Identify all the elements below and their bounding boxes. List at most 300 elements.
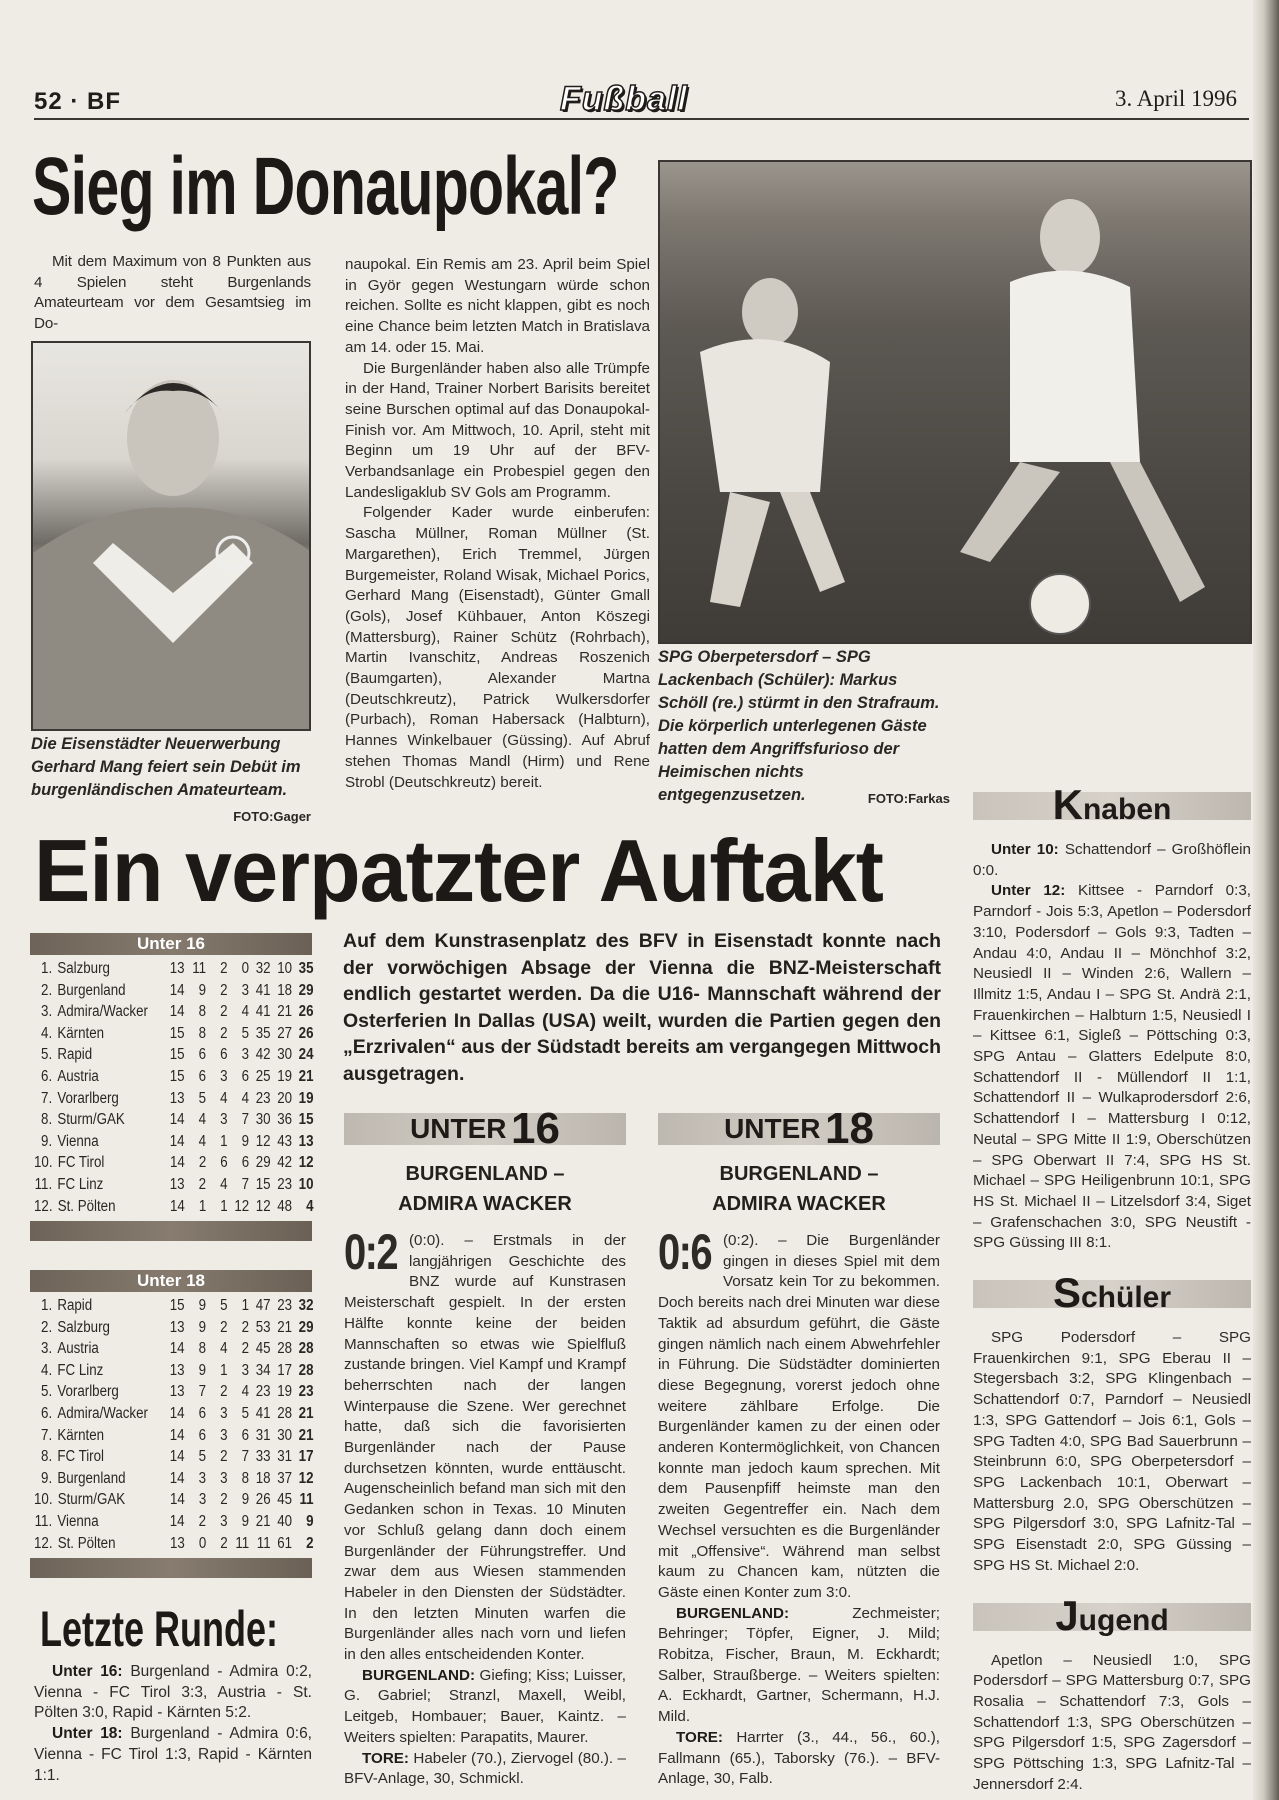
intro-paragraph: Mit dem Maximum von 8 Punkten aus 4 Spielen steht Burgenlands Amateurteam vor dem Gesamtsieg im Do- [34, 253, 311, 333]
goals-against-cell: 21 [277, 1318, 293, 1336]
goals-against-cell: 28 [277, 1404, 293, 1422]
rank-cell: 11. [34, 1512, 53, 1530]
played-cell: 13 [169, 1175, 185, 1193]
lost-cell: 2 [241, 1318, 250, 1336]
standings-row [34, 1174, 314, 1196]
goals-label: TORE: [362, 1749, 409, 1767]
lineup-label: BURGENLAND: [362, 1666, 476, 1684]
u18-lineup [658, 1604, 940, 1728]
rank-cell: 6. [41, 1404, 53, 1422]
standings-title: Unter 16 [30, 933, 312, 955]
headline-donaupokal: Sieg im Donaupokal? [32, 141, 619, 232]
points-cell: 17 [298, 1448, 314, 1466]
drawn-cell: 3 [220, 1512, 228, 1530]
team-cell: FC Tirol [57, 1154, 105, 1172]
rank-cell: 12. [34, 1197, 53, 1215]
team-cell: Vienna [57, 1132, 99, 1150]
report-text: (0:2). – Die Burgenländer gingen in dieses Spiel mit dem Vorsatz kein Tor zu bekommen. Doch bereits nach drei Minuten war diese Taktik ad absurdum geführt, die Gäste gingen nämlich nach einem Abwehrfehler in Führung. Die Südstädter dominierten diese Begegnung, vorerst jedoch ohne weitere zählbare Erfolge. Die Burgenländer kamen zu der einen oder anderen Kontermöglichkeit, von Chancen konnte man jedoch kaum sprechen. Mit dem Pausenpfiff heimste man den zweiten Gegentreffer ein. Nach dem Wechsel versuchten es die Burgenländer mit „Offensive“. Während man selbst kaum zu Chancen kam, nützten die Gäste einen Konter zum 3:0. [658, 1232, 940, 1601]
team-cell: Sturm/GAK [57, 1111, 125, 1129]
points-cell: 21 [298, 1067, 314, 1085]
u18-banner [658, 1104, 940, 1153]
portrait-photo-credit: FOTO:Gager [233, 808, 311, 824]
points-cell: 9 [306, 1512, 314, 1530]
jugend-text: Apetlon – Neusiedl 1:0, SPG Podersdorf – SPG Mattersburg 0:7, SPG Rosalia – Schattendorf 7:3, Gols – Schattendorf 1:3, SPG Oberschützen – SPG Pilgersdorf 1:5, SPG Zagersdorf – SPG Pöttsching 1:3, SPG Lafnitz-Tal – Jennersdorf 2:4. [973, 1651, 1251, 1793]
goals-for-cell: 26 [255, 1491, 271, 1509]
team-cell: Vienna [57, 1512, 99, 1530]
goals-text: Habeler (70.), Ziervogel (80.). – BFV-Anlage, 30, Schmickl. [344, 1749, 626, 1788]
drawn-cell: 3 [220, 1469, 228, 1487]
player-portrait-photo [31, 341, 311, 731]
drawn-cell: 4 [220, 1340, 228, 1358]
u18-match-title [658, 1159, 940, 1219]
lost-cell: 4 [241, 1003, 250, 1021]
standings-unter16 [30, 933, 312, 1241]
points-cell: 4 [306, 1197, 314, 1215]
goals-for-cell: 42 [255, 1046, 271, 1064]
points-cell: 24 [298, 1046, 314, 1064]
item-label: Unter 12: [991, 882, 1066, 900]
match-action-photo [658, 160, 1252, 644]
jugend-heading [973, 1591, 1251, 1639]
table-divider-bar [30, 1221, 312, 1241]
match-photo-caption-text: SPG Oberpetersdorf – SPG Lackenbach (Schüler): Markus Schöll (re.) stürmt in den Strafraum. Die körperlich unterlegenen Gäste hatten dem Angriffsfurioso der Heimischen nichts entgegenzusetzen. [658, 648, 940, 804]
goals-against-cell: 40 [277, 1512, 293, 1530]
lost-cell: 11 [235, 1534, 250, 1552]
lost-cell: 3 [241, 981, 250, 999]
won-cell: 9 [198, 1318, 207, 1336]
standings-row [34, 1001, 314, 1023]
played-cell: 14 [169, 1111, 185, 1129]
standings-row [34, 1403, 314, 1425]
played-cell: 14 [169, 1426, 185, 1444]
standings-row [34, 1066, 314, 1088]
goals-against-cell: 30 [277, 1426, 293, 1444]
goals-against-cell: 37 [277, 1469, 293, 1487]
standings-row [34, 1338, 314, 1360]
rank-cell: 4. [41, 1361, 53, 1379]
goals-against-cell: 28 [277, 1340, 293, 1358]
rank-cell: 11. [34, 1175, 53, 1193]
standings-row [34, 1088, 314, 1110]
banner-word: UNTER [724, 1113, 821, 1144]
goals-for-cell: 33 [255, 1448, 271, 1466]
lost-cell: 0 [241, 960, 250, 977]
rank-cell: 6. [41, 1067, 53, 1085]
lost-cell: 7 [241, 1111, 250, 1129]
item-text: Burgenland - Admira 0:2, Vienna - FC Tirol 3:3, Austria - St. Pölten 3:0, Rapid - Kärnten 5:2. [34, 1663, 312, 1722]
portrait-caption [31, 733, 311, 828]
rank-cell: 7. [41, 1089, 53, 1107]
drawn-cell: 4 [220, 1089, 228, 1107]
goals-for-cell: 23 [255, 1089, 271, 1107]
played-cell: 14 [169, 1512, 185, 1530]
drawn-cell: 5 [220, 1297, 228, 1314]
played-cell: 13 [169, 1318, 185, 1336]
goals-for-cell: 21 [255, 1512, 271, 1530]
lost-cell: 7 [241, 1175, 250, 1193]
team-cell: Burgenland [57, 1469, 126, 1487]
knaben-heading [973, 781, 1251, 828]
article2-lead: Auf dem Kunstrasenplatz des BFV in Eisenstadt konnte nach der vorwöchigen Absage der Vienna die BNZ-Meisterschaft endlich gestartet werden. Da die U16- Mannschaft während der Osterferien In Dallas (USA) weilt, wurden die Partien gegen den „Erzrivalen“ aus der Südstadt bereits am vergangegen Mittwoch ausgetragen. [343, 930, 941, 1085]
away-team: ADMIRA WACKER [712, 1193, 886, 1215]
rank-cell: 1. [41, 1297, 53, 1314]
drawn-cell: 2 [220, 1534, 228, 1552]
points-cell: 26 [298, 1024, 314, 1042]
won-cell: 9 [198, 1361, 207, 1379]
u16-match-column [344, 1104, 626, 1790]
lost-cell: 9 [241, 1132, 250, 1150]
won-cell: 8 [198, 1024, 207, 1042]
u16-goals [344, 1749, 626, 1790]
played-cell: 13 [169, 1089, 185, 1107]
rank-cell: 3. [41, 1340, 53, 1358]
team-cell: Kärnten [57, 1426, 105, 1444]
article1-paragraph: naupokal. Ein Remis am 23. April beim Spiel in Györ gegen Westungarn würde schon reichen. Sollte es nicht klappen, gibt es noch eine Chance beim letzten Match in Bratislava am 14. oder 15. Mai. [345, 256, 650, 356]
goals-against-cell: 48 [277, 1197, 293, 1215]
banner-number: 18 [824, 1104, 874, 1153]
item-label: Unter 10: [991, 841, 1059, 858]
rank-cell: 1. [41, 960, 53, 977]
drawn-cell: 1 [220, 1361, 228, 1379]
team-cell: Admira/Wacker [57, 1003, 148, 1021]
article1-first-column [31, 252, 311, 828]
rank-cell: 2. [41, 981, 53, 999]
lost-cell: 9 [241, 1491, 250, 1509]
letzte-runde-heading: Letzte Runde: [40, 1601, 278, 1657]
played-cell: 14 [169, 981, 185, 999]
rank-cell: 5. [41, 1046, 53, 1064]
jugend-results [973, 1651, 1251, 1796]
goals-for-cell: 32 [255, 960, 271, 977]
goals-for-cell: 12 [255, 1132, 271, 1150]
lineup-label: BURGENLAND: [676, 1604, 790, 1622]
goals-against-cell: 42 [277, 1154, 293, 1172]
home-team: BURGENLAND – [719, 1163, 879, 1185]
won-cell: 6 [198, 1426, 207, 1444]
item-label: Unter 18: [52, 1725, 123, 1743]
played-cell: 15 [169, 1024, 185, 1042]
goals-label: TORE: [676, 1728, 723, 1746]
goals-for-cell: 47 [255, 1297, 271, 1314]
won-cell: 6 [198, 1404, 207, 1422]
lost-cell: 5 [241, 1404, 250, 1422]
heading-rest: naben [1082, 793, 1172, 826]
goals-for-cell: 41 [255, 981, 271, 999]
played-cell: 14 [169, 1491, 185, 1509]
lost-cell: 1 [241, 1297, 250, 1314]
rank-cell: 12. [34, 1534, 53, 1552]
standings-row [34, 1425, 314, 1447]
standings-row [34, 1468, 314, 1490]
goals-for-cell: 45 [255, 1340, 271, 1358]
played-cell: 13 [169, 960, 185, 977]
u18-report [658, 1224, 940, 1790]
item-text: Burgenland - Admira 0:6, Vienna - FC Tirol 1:3, Rapid - Kärnten 1:1. [34, 1725, 312, 1784]
home-team: BURGENLAND – [405, 1163, 565, 1185]
points-cell: 21 [298, 1404, 314, 1422]
points-cell: 12 [298, 1469, 314, 1487]
played-cell: 14 [169, 1003, 185, 1021]
lost-cell: 9 [241, 1512, 250, 1530]
goals-against-cell: 19 [277, 1383, 293, 1401]
match-action-illustration [660, 162, 1252, 644]
team-cell: Austria [57, 1067, 99, 1085]
lost-cell: 2 [241, 1340, 250, 1358]
drawn-cell: 2 [220, 1383, 228, 1401]
drawn-cell: 1 [220, 1197, 228, 1215]
played-cell: 14 [169, 1404, 185, 1422]
drawn-cell: 2 [220, 981, 228, 999]
team-cell: Vorarlberg [57, 1383, 119, 1401]
article1-intro [34, 252, 311, 335]
points-cell: 2 [306, 1534, 314, 1552]
played-cell: 13 [169, 1534, 185, 1552]
u16-score: 0:2 [344, 1224, 398, 1280]
standings-row [34, 1317, 314, 1339]
lineup-text: Giefing; Kiss; Luisser, G. Gabriel; Stranzl, Maxell, Weibl, Leitgeb, Hombauer; Bauer, Kaintz. – Weiters spielten: Parapatits, Maurer. [344, 1666, 626, 1746]
goals-for-cell: 18 [255, 1469, 271, 1487]
points-cell: 29 [298, 981, 314, 999]
heading-rest: ugend [1078, 1603, 1169, 1637]
table-divider-bar [30, 1558, 312, 1578]
knaben-item [973, 840, 1251, 881]
won-cell: 7 [198, 1383, 207, 1401]
team-cell: Kärnten [57, 1024, 105, 1042]
won-cell: 2 [198, 1175, 207, 1193]
lost-cell: 6 [241, 1154, 250, 1172]
won-cell: 4 [198, 1132, 207, 1150]
points-cell: 35 [298, 960, 314, 977]
points-cell: 32 [298, 1297, 314, 1314]
drawn-cell: 2 [220, 1448, 228, 1466]
played-cell: 15 [169, 1297, 185, 1314]
standings-row [34, 1489, 314, 1511]
standings-row [34, 1196, 314, 1218]
played-cell: 14 [169, 1197, 185, 1215]
issue-date: 3. April 1996 [1114, 86, 1237, 111]
drawn-cell: 3 [220, 1426, 228, 1444]
header-rule [34, 118, 1249, 120]
team-cell: Burgenland [57, 981, 126, 999]
won-cell: 0 [198, 1534, 207, 1552]
standings-title: Unter 18 [30, 1270, 312, 1292]
goals-for-cell: 23 [255, 1383, 271, 1401]
goals-for-cell: 31 [255, 1426, 271, 1444]
won-cell: 3 [198, 1469, 207, 1487]
rank-cell: 10. [34, 1491, 53, 1509]
points-cell: 26 [298, 1003, 314, 1021]
won-cell: 11 [192, 960, 207, 977]
banner-word: UNTER [410, 1113, 507, 1144]
goals-for-cell: 12 [255, 1197, 271, 1215]
played-cell: 13 [169, 1361, 185, 1379]
u18-match-column [658, 1104, 940, 1790]
team-cell: Admira/Wacker [57, 1404, 148, 1422]
item-label: Unter 16: [52, 1663, 123, 1680]
points-cell: 19 [298, 1089, 314, 1107]
u18-score: 0:6 [658, 1224, 712, 1280]
won-cell: 5 [198, 1089, 207, 1107]
goals-for-cell: 34 [255, 1361, 271, 1379]
played-cell: 15 [169, 1067, 185, 1085]
goals-for-cell: 41 [255, 1404, 271, 1422]
standings-row [34, 1295, 314, 1317]
played-cell: 14 [169, 1448, 185, 1466]
played-cell: 15 [169, 1046, 185, 1064]
goals-against-cell: 36 [277, 1111, 293, 1129]
drawn-cell: 4 [220, 1175, 228, 1193]
rank-cell: 3. [41, 1003, 53, 1021]
points-cell: 29 [298, 1318, 314, 1336]
won-cell: 5 [198, 1448, 207, 1466]
points-cell: 15 [298, 1111, 314, 1129]
won-cell: 9 [198, 1297, 207, 1314]
played-cell: 14 [169, 1154, 185, 1172]
points-cell: 28 [298, 1340, 314, 1358]
section-title: Fußball [560, 80, 688, 118]
lost-cell: 6 [241, 1067, 250, 1085]
heading-rest: chüler [1080, 1281, 1172, 1315]
goals-for-cell: 41 [255, 1003, 271, 1021]
goals-against-cell: 18 [277, 981, 293, 999]
letzte-runde-results [34, 1662, 312, 1786]
points-cell: 23 [298, 1383, 314, 1401]
standings-row [34, 1152, 314, 1174]
lost-cell: 4 [241, 1089, 250, 1107]
standings-row [34, 1360, 314, 1382]
drawn-cell: 6 [220, 1046, 228, 1064]
won-cell: 1 [198, 1197, 207, 1215]
drawn-cell: 2 [220, 1318, 228, 1336]
drawn-cell: 3 [220, 1067, 228, 1085]
goals-against-cell: 10 [277, 960, 293, 977]
team-cell: FC Linz [57, 1175, 104, 1193]
rank-cell: 9. [41, 1469, 53, 1487]
match-photo-credit: FOTO:Farkas [867, 791, 950, 806]
drawn-cell: 6 [220, 1154, 228, 1172]
report-text: (0:0). – Erstmals in der langjährigen Geschichte des BNZ wurde auf Kunstrasen Meisterschaft gespielt. In der ersten Hälfte konnte keine der beiden Mannschaften so etwas wie Spielfluß zustande bringen. Viel Kampf und Krampf beherrschten nach der langen Winterpause die Szene. Wer gerechnet hatte, daß sich die favorisierten Burgenländer nach der Pause durchsetzen könnten, wurde enttäuscht. Augenscheinlich befand man sich mit den Gedanken schon in Texas. 10 Minuten vor Schluß gelang dann doch einem Burgenländer der Führungstreffer. Und zwar dem aus Wiesen stammenden Habeler in den Diensten der Südstädter. In den letzten Minuten warfen die Burgenländer alles nach vorn und liefen in den alles entscheidenden Konter. [344, 1232, 626, 1664]
team-cell: FC Tirol [57, 1448, 104, 1466]
goals-for-cell: 30 [255, 1111, 271, 1129]
rank-cell: 5. [41, 1383, 53, 1401]
goals-against-cell: 19 [277, 1067, 293, 1085]
team-cell: Salzburg [57, 1318, 110, 1336]
lost-cell: 5 [241, 1024, 250, 1042]
drawn-cell: 2 [220, 1024, 228, 1042]
team-cell: St. Pölten [57, 1197, 116, 1215]
team-cell: Austria [57, 1340, 99, 1358]
lost-cell: 4 [241, 1383, 250, 1401]
u16-report [344, 1224, 626, 1790]
standings-row [34, 1446, 314, 1468]
rank-cell: 8. [41, 1111, 53, 1129]
page-number: 52 · BF [34, 88, 122, 115]
portrait-caption-text: Die Eisenstädter Neuerwerbung Gerhard Mang feiert sein Debüt im burgenländischen Amateurteam. [31, 734, 301, 799]
rank-cell: 9. [41, 1132, 53, 1150]
team-cell: St. Pölten [57, 1534, 116, 1552]
schueler-heading [973, 1269, 1251, 1317]
won-cell: 8 [198, 1340, 207, 1358]
standings-row [34, 1044, 314, 1066]
drawn-cell: 2 [220, 1003, 228, 1021]
lost-cell: 12 [234, 1197, 250, 1215]
goals-for-cell: 53 [255, 1318, 271, 1336]
drawn-cell: 2 [220, 1491, 228, 1509]
u16-lineup [344, 1666, 626, 1749]
schueler-results [973, 1328, 1251, 1576]
banner-number: 16 [510, 1104, 560, 1153]
points-cell: 21 [298, 1426, 314, 1444]
knaben-item [973, 881, 1251, 1254]
heading-initial: S [1052, 1269, 1081, 1317]
played-cell: 14 [169, 1132, 185, 1150]
u18-report-text [658, 1224, 940, 1604]
article1-paragraph: Folgender Kader wurde einberufen: Sascha Müllner, Roman Müllner (St. Margarethen), Erich Tremmel, Jürgen Burgemeister, Roland Wisak, Michael Porics, Gerhard Mang (Eisenstadt), Günter Gmall (Gols), Josef Kühbauer, Anton Köszegi (Mattersburg), Rainer Schütz (Rohrbach), Martin Ivanschitz, Andreas Roszenich (Baumgarten), Alexander Martna (Deutschkreutz), Patrick Wulkersdorfer (Purbach), Roman Habersack (Halbturn), Hannes Winkelbauer (Güssing). Auf Abruf stehen Thomas Mandl (Hirm) und Rene Strobl (Deutschkreutz) bereit. [345, 504, 650, 791]
item-text: Kittsee - Parndorf 0:3, Parndorf - Jois 5:3, Apetlon – Podersdorf 3:10, Podersdorf – Gols 9:3, Tadten – Andau 4:0, Andau II – Mönchhof 3:2, Neusiedl II – Winden 2:6, Wallern – Illmitz 1:5, Andau I – SPG St. Andrä 2:1, Frauenkirchen – Halbturn 1:5, Neusiedl I – Kittsee 6:1, Sigleß – Pöttsching 0:3, SPG Antau – Glatters Edelpute 8:0, Schattendorf II - Müllendorf II 1:1, Schattendorf II – Wulkaprodersdorf 2:6, Schattendorf I – Mattersburg I 0:12, Neutal – SPG Mitte II 1:9, Oberschützen – SPG Oberwart II 7:4, SPG HS St. Michael – SPG Heiligenbrunn 10:1, SPG HS St. Michael II – Litzelsdorf 3:4, Siget – Grafenschachen 3:0, SPG Neustift - SPG Güssing III 8:1. [973, 882, 1251, 1252]
heading-initial: J [1055, 1591, 1079, 1639]
won-cell: 2 [198, 1512, 207, 1530]
rank-cell: 10. [34, 1154, 53, 1172]
standings-row [34, 1533, 314, 1555]
letzte-runde-item [34, 1662, 312, 1724]
u16-report-text [344, 1224, 626, 1666]
played-cell: 13 [169, 1383, 185, 1401]
item-text: Schattendorf – Großhöflein 0:0. [973, 841, 1251, 879]
team-cell: Salzburg [57, 960, 110, 977]
standings-row [34, 1131, 314, 1153]
won-cell: 3 [198, 1491, 207, 1509]
drawn-cell: 3 [220, 1111, 228, 1129]
standings-unter18 [30, 1270, 312, 1578]
page-fold-shadow [1253, 0, 1279, 1800]
article1-body [345, 255, 650, 793]
goals-against-cell: 27 [277, 1024, 293, 1042]
knaben-results [973, 840, 1251, 1254]
goals-against-cell: 45 [277, 1491, 293, 1509]
points-cell: 28 [298, 1361, 314, 1379]
u16-match-title [344, 1159, 626, 1219]
standings-row [34, 958, 314, 980]
u18-goals [658, 1728, 940, 1790]
lost-cell: 8 [241, 1469, 250, 1487]
points-cell: 10 [298, 1175, 314, 1193]
lineup-text: Zechmeister; Behringer; Töpfer, Eigner, J. Mild; Robitza, Fischer, Braun, M. Eckhardt; Salber, Straußberge. – Weiters spielten: A. Eckhardt, Gartner, Schermann, H.J. Mild. [658, 1604, 940, 1726]
won-cell: 4 [198, 1111, 207, 1129]
standings-row [34, 1511, 314, 1533]
rank-cell: 4. [41, 1024, 53, 1042]
goals-against-cell: 30 [277, 1046, 293, 1064]
won-cell: 2 [198, 1154, 207, 1172]
drawn-cell: 1 [220, 1132, 228, 1150]
drawn-cell: 3 [220, 1404, 228, 1422]
lost-cell: 7 [241, 1448, 250, 1466]
goals-against-cell: 21 [277, 1003, 293, 1021]
won-cell: 6 [198, 1067, 207, 1085]
rank-cell: 7. [41, 1426, 53, 1444]
goals-for-cell: 35 [255, 1024, 271, 1042]
rank-cell: 8. [41, 1448, 53, 1466]
goals-against-cell: 20 [277, 1089, 293, 1107]
headline-verpatzter-auftakt: Ein verpatzter Auftakt [34, 821, 883, 920]
match-photo-caption [658, 646, 950, 810]
points-cell: 12 [298, 1154, 314, 1172]
team-cell: Rapid [57, 1297, 93, 1314]
goals-against-cell: 23 [277, 1175, 293, 1193]
standings-row [34, 980, 314, 1002]
goals-against-cell: 23 [277, 1297, 293, 1314]
goals-against-cell: 17 [277, 1361, 293, 1379]
lost-cell: 6 [241, 1426, 250, 1444]
